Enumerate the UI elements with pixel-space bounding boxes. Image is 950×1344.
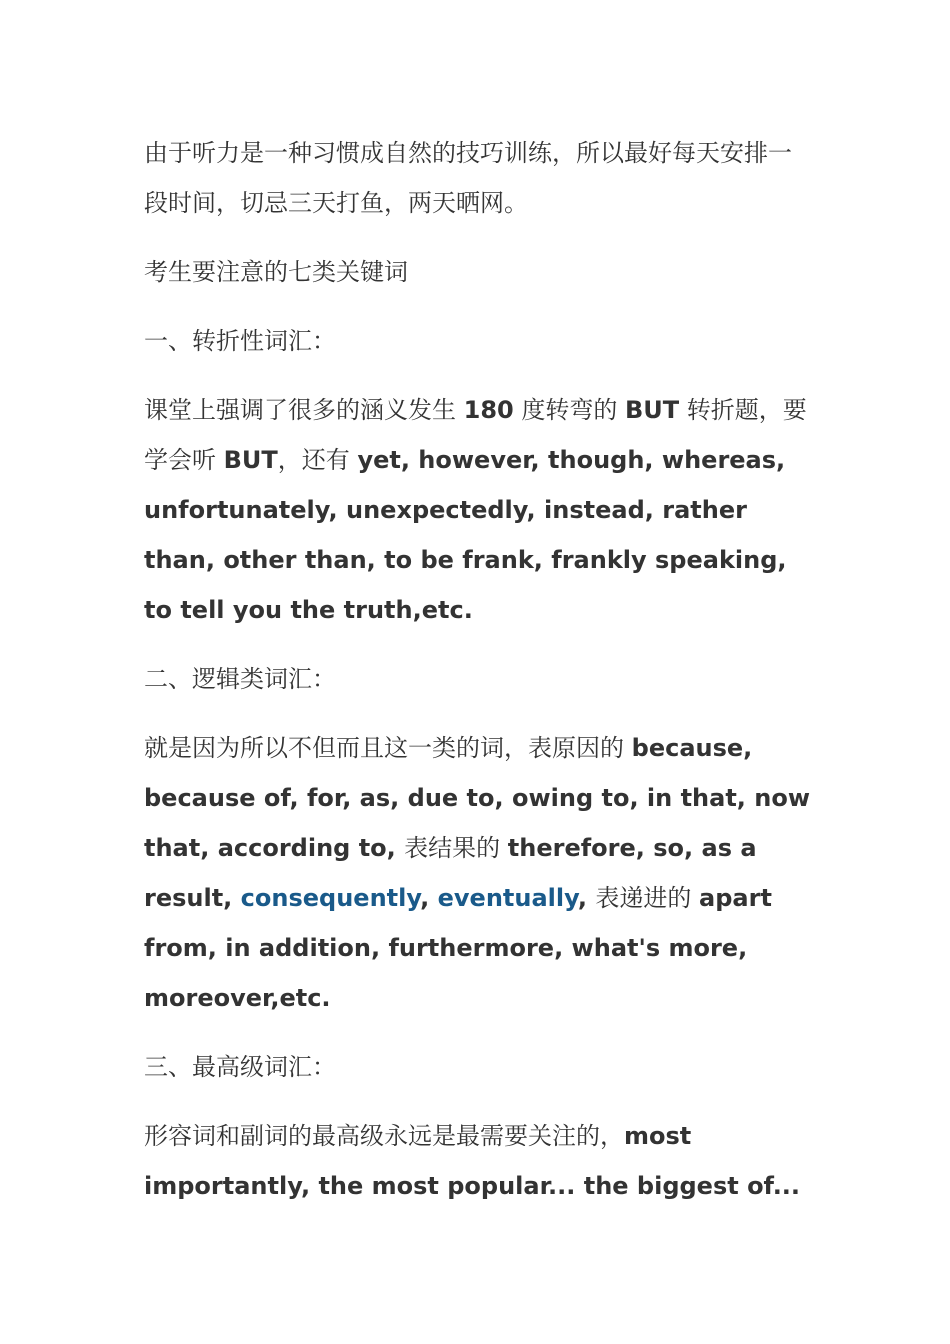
bold-term: BUT xyxy=(223,446,278,474)
text-run: 表结果的 xyxy=(404,834,508,862)
paragraph-section-title xyxy=(144,247,812,297)
bold-term: therefore, so, as a result, xyxy=(144,834,757,912)
bold-term: most importantly, the most popular... the biggest of... xyxy=(144,1122,801,1200)
document-page xyxy=(144,128,812,1211)
text-run: 形容词和副词的最高级永远是最需要关注的， xyxy=(144,1122,624,1150)
text-run: 度转弯的 xyxy=(513,396,626,424)
text-run: 三、最高级词汇： xyxy=(144,1053,336,1081)
bold-term: 180 xyxy=(463,396,514,424)
text-run: ，还有 xyxy=(277,446,358,474)
paragraph-heading-3 xyxy=(144,1042,812,1092)
paragraph-body-1 xyxy=(144,385,812,635)
paragraph-heading-2 xyxy=(144,654,812,704)
paragraph-intro xyxy=(144,128,812,228)
highlighted-term[interactable]: consequently xyxy=(240,884,421,912)
text-run: 二、逻辑类词汇： xyxy=(144,665,336,693)
bold-term: because, because of, for, as, due to, owing to, in that, now that, according to, xyxy=(144,734,811,862)
text-run: 就是因为所以不但而且这一类的词，表原因的 xyxy=(144,734,632,762)
text-run: 由于听力是一种习惯成自然的技巧训练，所以最好每天安排一段时间，切忌三天打鱼，两天晒网。 xyxy=(144,139,792,217)
highlighted-term[interactable]: eventually xyxy=(437,884,578,912)
bold-term: yet, however, though, whereas, unfortunately, unexpectedly, instead, rather than, other than, to be frank, frankly speaking, to tell you the truth,etc. xyxy=(144,446,787,624)
text-run: 考生要注意的七类关键词 xyxy=(144,258,408,286)
bold-term: BUT xyxy=(625,396,680,424)
bold-term: , xyxy=(577,884,596,912)
text-run: 转折题，要学会听 xyxy=(144,396,807,474)
paragraph-body-3 xyxy=(144,1111,812,1211)
bold-term: , xyxy=(420,884,438,912)
text-run: 课堂上强调了很多的涵义发生 xyxy=(144,396,464,424)
text-run: 一、转折性词汇： xyxy=(144,327,336,355)
paragraph-body-2 xyxy=(144,723,812,1023)
text-run: 表递进的 xyxy=(595,884,700,912)
bold-term: apart from, in addition, furthermore, what's more, moreover,etc. xyxy=(144,884,772,1012)
paragraph-heading-1 xyxy=(144,316,812,366)
